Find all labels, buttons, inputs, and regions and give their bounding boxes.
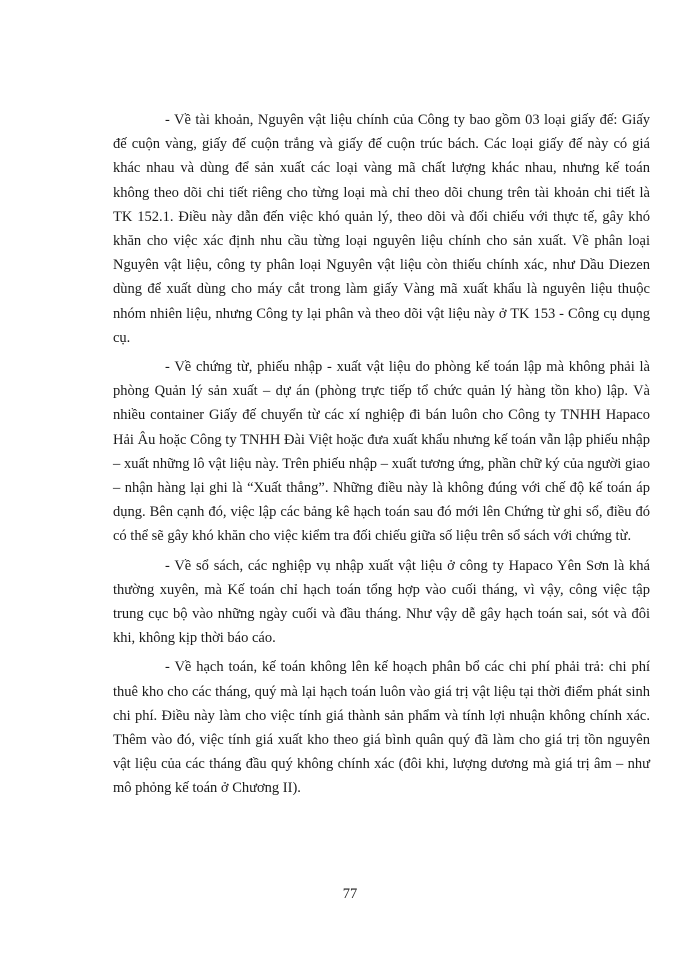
page-number: 77: [342, 886, 358, 902]
paragraph-vouchers: - Về chứng từ, phiếu nhập - xuất vật liệu do phòng kế toán lập mà không phải là phòng Quản lý sản xuất – dự án (phòng trực tiếp tổ chức quản lý hàng tồn kho) lập. Và nhiều container Giấy đế chuyển từ các xí nghiệp đi bán luôn cho Công ty TNHH Hapaco Hải Âu hoặc Công ty TNHH Đài Việt hoặc đưa xuất khẩu nhưng kế toán vẫn lập phiếu nhập – xuất những lô vật liệu này. Trên phiếu nhập – xuất tương ứng, phần chữ ký của người giao – nhận hàng lại ghi là “Xuất thẳng”. Những điều này là không đúng với chế độ kế toán áp dụng. Bên cạnh đó, việc lập các bảng kê hạch toán sau đó mới lên Chứng từ ghi sổ, điều đó có thể sẽ gây khó khăn cho việc kiểm tra đối chiếu giữa số liệu trên sổ sách với chứng từ.: [113, 359, 650, 545]
body-text: [113, 108, 650, 801]
paragraph-accounts: - Về tài khoản, Nguyên vật liệu chính của Công ty bao gồm 03 loại giấy đế: Giấy đế cuộn vàng, giấy đế cuộn trắng và giấy đế cuộn trúc bách. Các loại giấy đế này có giá khác nhau và dùng để sản xuất các loại vàng mã chất lượng khác nhau, nhưng kế toán không theo dõi chi tiết riêng cho từng loại mà chỉ theo dõi chung trên tài khoản chi tiết là TK 152.1. Điều này dẫn đến việc khó quản lý, theo dõi và đối chiếu với thực tế, gây khó khăn cho việc xác định nhu cầu từng loại nguyên liệu chính cho sản xuất. Về phân loại Nguyên vật liệu, công ty phân loại Nguyên vật liệu còn thiếu chính xác, như Dầu Diezen dùng để xuất dùng cho máy cắt trong làm giấy Vàng mã xuất khẩu là nguyên liệu thuộc nhóm nhiên liệu, nhưng Công ty lại phân và theo dõi vật liệu này ở TK 153 - Công cụ dụng cụ.: [113, 112, 650, 346]
paragraph-books: - Về sổ sách, các nghiệp vụ nhập xuất vật liệu ở công ty Hapaco Yên Sơn là khá thường xuyên, mà Kế toán chỉ hạch toán tổng hợp vào cuối tháng, vì vậy, công việc tập trung cục bộ vào những ngày cuối và đầu tháng. Như vậy dễ gây hạch toán sai, sót và đôi khi, không kịp thời báo cáo.: [113, 557, 650, 647]
paragraph-accounting: - Về hạch toán, kế toán không lên kế hoạch phân bổ các chi phí phải trả: chi phí thuê kho cho các tháng, quý mà lại hạch toán luôn vào giá trị vật liệu tại thời điểm phát sinh chi phí. Điều này làm cho việc tính giá thành sản phẩm và tính lợi nhuận không chính xác. Thêm vào đó, việc tính giá xuất kho theo giá bình quân quý đã làm cho giá trị tồn nguyên vật liệu của các tháng đầu quý không chính xác (đôi khi, lượng dương mà giá trị âm – như mô phỏng kế toán ở Chương II).: [113, 659, 650, 797]
